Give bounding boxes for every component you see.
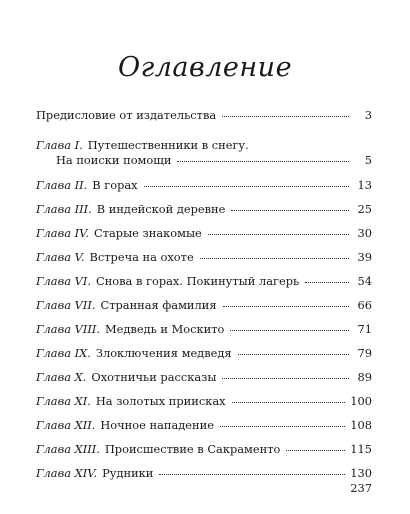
chapter-label: Глава XI. xyxy=(36,394,91,408)
dot-leader xyxy=(208,233,349,235)
entry-title: Старые знакомые xyxy=(93,226,202,240)
toc-entry xyxy=(36,202,372,217)
chapter-label: Глава XII. xyxy=(36,418,96,432)
toc-entry-line xyxy=(36,138,372,153)
entry-title: В индейской деревне xyxy=(96,202,226,216)
toc-entry xyxy=(36,274,372,289)
toc-entry-line xyxy=(36,298,372,313)
toc-entry-line xyxy=(36,202,372,217)
entry-title: Предисловие от издательства xyxy=(36,108,217,122)
entry-page-number: 39 xyxy=(357,250,372,264)
toc-entry-line xyxy=(36,322,372,337)
toc-entry-line xyxy=(36,178,372,193)
dot-leader xyxy=(200,257,349,259)
toc-entry xyxy=(36,138,372,168)
entry-title: В горах xyxy=(92,178,138,192)
toc-entry xyxy=(36,466,372,481)
entry-title: Встреча на охоте xyxy=(89,250,194,264)
toc-entry xyxy=(36,250,372,265)
entry-title: Происшествие в Сакраменто xyxy=(104,442,281,456)
toc-entry xyxy=(36,322,372,337)
entry-page-number: 3 xyxy=(364,108,372,122)
dot-leader xyxy=(238,353,349,355)
chapter-label: Глава IX. xyxy=(36,346,91,360)
toc-entry xyxy=(36,394,372,409)
toc-entry xyxy=(36,346,372,361)
entry-page-number: 79 xyxy=(357,346,372,360)
entry-page-number: 13 xyxy=(357,178,372,192)
toc-entry-line xyxy=(36,466,372,481)
toc-entry-line xyxy=(36,346,372,361)
entry-title: Путешественники в снегу. xyxy=(87,138,249,152)
dot-leader xyxy=(231,209,349,211)
toc-entry-line xyxy=(36,274,372,289)
chapter-label: Глава VII. xyxy=(36,298,96,312)
dot-leader xyxy=(286,449,345,451)
chapter-label: Глава I. xyxy=(36,138,83,152)
entry-title: На поиски помощи xyxy=(56,153,172,167)
entry-title: Снова в горах. Покинутый лагерь xyxy=(95,274,300,288)
toc-entry-line xyxy=(36,108,372,123)
dot-leader xyxy=(159,473,345,475)
toc-entry xyxy=(36,370,372,385)
entry-title: На золотых приисках xyxy=(95,394,226,408)
dot-leader xyxy=(305,281,349,283)
dot-leader xyxy=(223,305,349,307)
toc-entry-line xyxy=(36,153,372,168)
entry-page-number: 25 xyxy=(357,202,372,216)
chapter-label: Глава VIII. xyxy=(36,322,100,336)
toc-entry xyxy=(36,226,372,241)
chapter-label: Глава II. xyxy=(36,178,88,192)
entry-page-number: 100 xyxy=(350,394,372,408)
toc-entry xyxy=(36,178,372,193)
entry-page-number: 115 xyxy=(350,442,372,456)
dot-leader xyxy=(222,115,349,117)
dot-leader xyxy=(220,425,345,427)
entry-page-number: 66 xyxy=(357,298,372,312)
entry-page-number: 130 xyxy=(350,466,372,480)
toc-entry xyxy=(36,298,372,313)
chapter-label: Глава VI. xyxy=(36,274,91,288)
dot-leader xyxy=(177,160,349,162)
chapter-label: Глава X. xyxy=(36,370,87,384)
page-number: 237 xyxy=(350,481,372,495)
entry-page-number: 71 xyxy=(357,322,372,336)
toc-entry-line xyxy=(36,418,372,433)
entry-page-number: 108 xyxy=(350,418,372,432)
entry-title: Странная фамилия xyxy=(100,298,217,312)
dot-leader xyxy=(230,329,349,331)
entry-title: Медведь и Москито xyxy=(104,322,225,336)
toc-entry xyxy=(36,442,372,457)
toc-entry xyxy=(36,418,372,433)
toc-entry-line xyxy=(36,394,372,409)
toc-entry-line xyxy=(36,370,372,385)
page-title: Оглавление xyxy=(117,52,293,83)
chapter-label: Глава III. xyxy=(36,202,92,216)
dot-leader xyxy=(222,377,349,379)
toc-entry-line xyxy=(36,250,372,265)
dot-leader xyxy=(144,185,349,187)
chapter-label: Глава IV. xyxy=(36,226,89,240)
toc-entry-line xyxy=(36,226,372,241)
entry-page-number: 89 xyxy=(357,370,372,384)
entry-title: Рудники xyxy=(102,466,154,480)
entry-title: Охотничьи рассказы xyxy=(91,370,217,384)
entry-page-number: 54 xyxy=(357,274,372,288)
chapter-label: Глава XIII. xyxy=(36,442,100,456)
entry-page-number: 30 xyxy=(357,226,372,240)
dot-leader xyxy=(232,401,346,403)
chapter-label: Глава XIV. xyxy=(36,466,98,480)
entry-title: Ночное нападение xyxy=(100,418,214,432)
entry-page-number: 5 xyxy=(364,153,372,167)
toc-entry xyxy=(36,108,372,123)
entry-title: Злоключения медведя xyxy=(95,346,232,360)
toc-entry-line xyxy=(36,442,372,457)
chapter-label: Глава V. xyxy=(36,250,85,264)
